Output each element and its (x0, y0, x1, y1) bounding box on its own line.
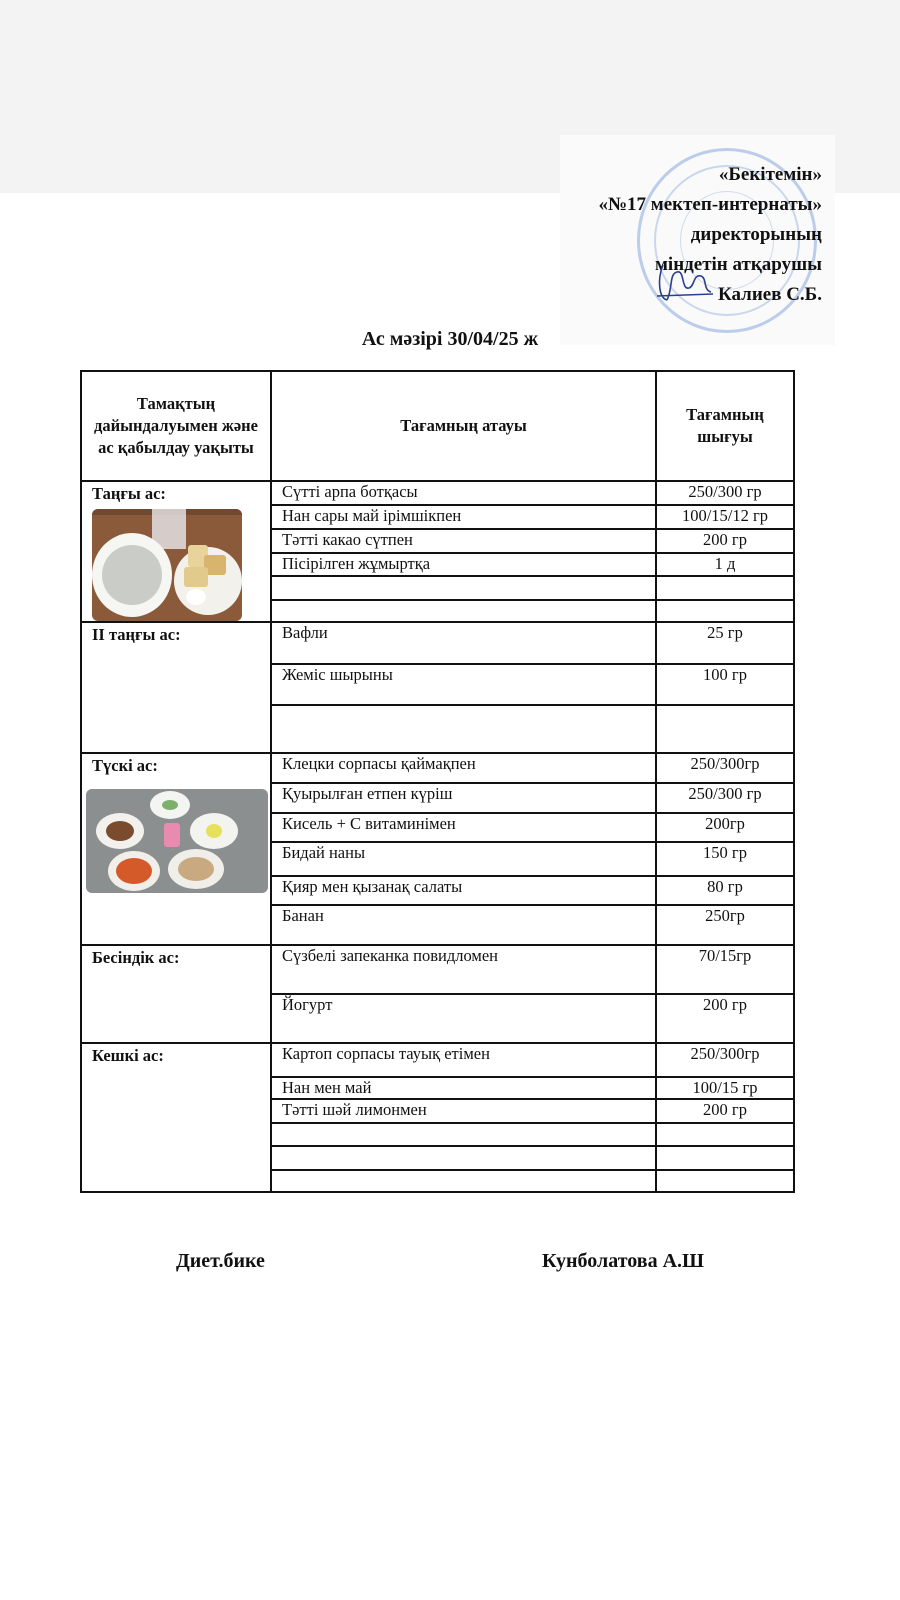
portion-cell: 200 гр (656, 1099, 794, 1123)
portion-cell-empty (656, 1123, 794, 1146)
menu-table (80, 370, 795, 1193)
header-yield: Тағамның шығуы (656, 371, 794, 481)
meal-second-breakfast-cell (81, 622, 271, 753)
dish-cell: Қуырылған етпен күріш (271, 783, 656, 813)
dish-cell: Банан (271, 905, 656, 945)
portion-cell: 250/300 гр (656, 481, 794, 505)
portion-cell: 100 гр (656, 664, 794, 705)
meal-breakfast-cell (81, 481, 271, 622)
dish-cell: Тәтті шәй лимонмен (271, 1099, 656, 1123)
dish-cell: Жеміс шырыны (271, 664, 656, 705)
dish-cell: Вафли (271, 622, 656, 664)
document-title: Ас мәзірі 30/04/25 ж (361, 328, 539, 350)
dish-cell-empty (271, 1146, 656, 1170)
approval-line-5: Калиев С.Б. (717, 284, 822, 305)
meal-lunch-cell (81, 753, 271, 945)
portion-cell: 200гр (656, 813, 794, 842)
approval-line-4: міндетін атқарушы (654, 254, 822, 275)
dish-cell: Сүтті арпа ботқасы (271, 481, 656, 505)
meal-label-dinner: Кешкі ас: (92, 1046, 164, 1065)
portion-cell: 250/300 гр (656, 783, 794, 813)
header-time: Тамақтың дайындалуымен және ас қабылдау уақыты (81, 371, 271, 481)
dish-cell: Нан мен май (271, 1077, 656, 1099)
portion-cell: 250/300гр (656, 753, 794, 783)
dish-cell: Сүзбелі запеканка повидломен (271, 945, 656, 994)
dish-cell: Нан сары май ірімшікпен (271, 505, 656, 529)
header-dish: Тағамның атауы (271, 371, 656, 481)
portion-cell-empty (656, 576, 794, 600)
table-row (81, 753, 794, 783)
lunch-photo (86, 789, 268, 893)
portion-cell: 250гр (656, 905, 794, 945)
dish-cell-empty (271, 705, 656, 753)
dish-cell: Пісірілген жұмыртқа (271, 553, 656, 576)
dietitian-name: Кунболатова А.Ш (542, 1250, 704, 1272)
table-row (81, 481, 794, 505)
approval-line-2: «№17 мектеп-интернаты» (598, 194, 822, 215)
dish-cell: Клецки сорпасы қаймақпен (271, 753, 656, 783)
portion-cell: 250/300гр (656, 1043, 794, 1077)
portion-cell: 100/15 гр (656, 1077, 794, 1099)
dish-cell-empty (271, 1123, 656, 1146)
portion-cell: 200 гр (656, 529, 794, 553)
portion-cell: 100/15/12 гр (656, 505, 794, 529)
dish-cell-empty (271, 1170, 656, 1192)
dish-cell: Кисель + С витаминімен (271, 813, 656, 842)
table-header-row (81, 371, 794, 481)
portion-cell: 70/15гр (656, 945, 794, 994)
breakfast-photo (92, 509, 242, 621)
dish-cell: Тәтті какао сүтпен (271, 529, 656, 553)
portion-cell: 1 д (656, 553, 794, 576)
dish-cell-empty (271, 576, 656, 600)
meal-snack-cell (81, 945, 271, 1043)
portion-cell: 80 гр (656, 876, 794, 905)
table-row (81, 1043, 794, 1077)
dish-cell-empty (271, 600, 656, 622)
meal-label-second-breakfast: ІІ таңғы ас: (92, 625, 181, 644)
signature-mark (655, 260, 715, 305)
table-row (81, 945, 794, 994)
meal-label-snack: Бесіндік ас: (92, 948, 180, 967)
portion-cell-empty (656, 1170, 794, 1192)
dish-cell: Қияр мен қызанақ салаты (271, 876, 656, 905)
table-row (81, 622, 794, 664)
meal-label-lunch: Түскі ас: (92, 756, 158, 775)
meal-dinner-cell (81, 1043, 271, 1192)
portion-cell: 150 гр (656, 842, 794, 876)
approval-line-3: директорының (690, 224, 822, 245)
portion-cell-empty (656, 1146, 794, 1170)
dietitian-role: Диет.бике (176, 1250, 265, 1272)
portion-cell-empty (656, 600, 794, 622)
meal-label-breakfast: Таңғы ас: (92, 484, 166, 503)
dish-cell: Картоп сорпасы тауық етімен (271, 1043, 656, 1077)
portion-cell: 200 гр (656, 994, 794, 1043)
portion-cell-empty (656, 705, 794, 753)
dish-cell: Йогурт (271, 994, 656, 1043)
portion-cell: 25 гр (656, 622, 794, 664)
dish-cell: Бидай наны (271, 842, 656, 876)
approval-line-1: «Бекітемін» (718, 164, 822, 185)
